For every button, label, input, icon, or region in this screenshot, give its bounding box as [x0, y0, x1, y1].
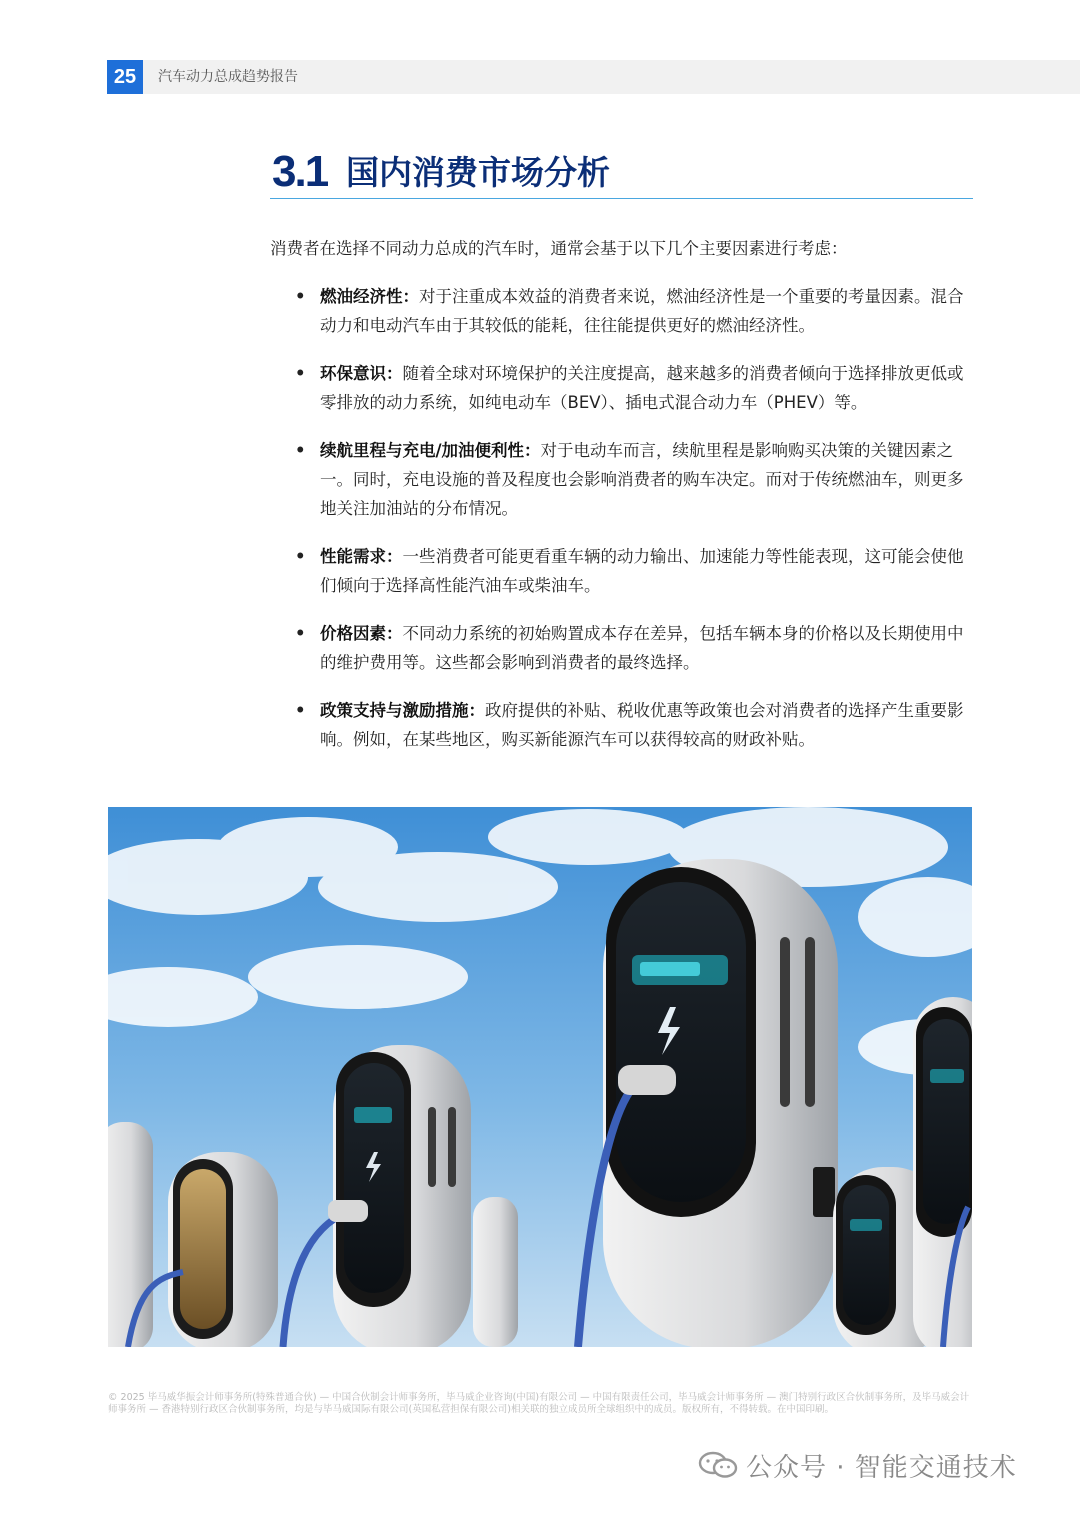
- bullet-icon: •: [295, 364, 306, 383]
- list-item: [295, 696, 975, 754]
- list-item: [295, 359, 975, 417]
- factor-label: 政策支持与激励措施：: [320, 701, 485, 720]
- bullet-icon: •: [295, 624, 306, 643]
- factor-label: 燃油经济性：: [320, 287, 419, 306]
- factor-label: 价格因素：: [320, 624, 403, 643]
- factor-text: 不同动力系统的初始购置成本存在差异，包括车辆本身的价格以及长期使用中的维护费用等。这些都会影响到消费者的最终选择。: [320, 624, 964, 672]
- intro-paragraph: 消费者在选择不同动力总成的汽车时，通常会基于以下几个主要因素进行考虑：: [270, 239, 848, 258]
- section-number: 3.1: [272, 147, 328, 196]
- wechat-icon: [698, 1451, 738, 1479]
- list-item: [295, 542, 975, 600]
- factor-text: 对于电动车而言，续航里程是影响购买决策的关键因素之一。同时，充电设施的普及程度也会影响消费者的购车决定。而对于传统燃油车，则更多地关注加油站的分布情况。: [320, 441, 964, 518]
- factor-label: 环保意识：: [320, 364, 403, 383]
- watermark-text: 公众号 · 智能交通技术: [746, 1452, 1017, 1483]
- list-item: [295, 436, 975, 523]
- factor-text: 随着全球对环境保护的关注度提高，越来越多的消费者倾向于选择排放更低或零排放的动力系统，如纯电动车（BEV）、插电式混合动力车（PHEV）等。: [320, 364, 964, 412]
- section-title: 国内消费市场分析: [346, 153, 610, 192]
- factor-text: 政府提供的补贴、税收优惠等政策也会对消费者的选择产生重要影响。例如，在某些地区，购买新能源汽车可以获得较高的财政补贴。: [320, 701, 964, 749]
- factor-text: 对于注重成本效益的消费者来说，燃油经济性是一个重要的考量因素。混合动力和电动汽车由于其较低的能耗，往往能提供更好的燃油经济性。: [320, 287, 964, 335]
- bullet-icon: •: [295, 441, 306, 460]
- factor-text: 一些消费者可能更看重车辆的动力输出、加速能力等性能表现，这可能会使他们倾向于选择高性能汽油车或柴油车。: [320, 547, 964, 595]
- section-divider: [270, 198, 973, 199]
- factor-list: [295, 282, 975, 773]
- bullet-icon: •: [295, 547, 306, 566]
- bullet-icon: •: [295, 701, 306, 720]
- factor-label: 续航里程与充电/加油便利性：: [320, 441, 541, 460]
- list-item: [295, 282, 975, 340]
- page-number: 25: [107, 60, 143, 94]
- report-title: 汽车动力总成趋势报告: [158, 69, 298, 85]
- copyright-footer: © 2025 毕马威华振会计师事务所(特殊普通合伙) — 中国合伙制会计师事务所，毕马威企业咨询(中国)有限公司 — 中国有限责任公司，毕马威会计师事务所 — 澳门特别行政区合伙制事务所，及毕马威会计师事务所 — 香港特别行政区合伙制事务所，均是与毕马威国际有限公司(英国私营担保有限公司)相关联的独立成员所全球组织中的成员。版权所有，不得转载。在中国印刷。: [108, 1392, 970, 1415]
- bullet-icon: •: [295, 287, 306, 306]
- list-item: [295, 619, 975, 677]
- factor-label: 性能需求：: [320, 547, 403, 566]
- watermark: [698, 1450, 1017, 1483]
- ev-charging-stations-photo: [108, 807, 972, 1347]
